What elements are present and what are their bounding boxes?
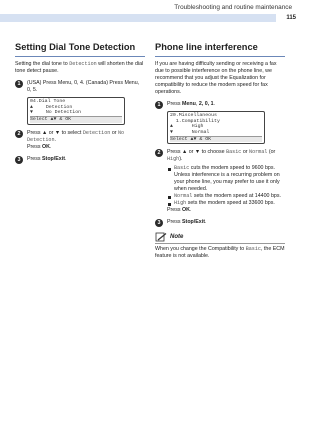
step-text: Press ▲ or ▼ to select Detection or No Detection. Press OK. [27,129,125,150]
interference-intro: If you are having difficulty sending or receiving a fax due to possible interference on the phone line, we recommend that you adjust the Equalization for compatibility to reduce the modem speed for fax operations. [155,61,277,95]
lcd-display [27,97,125,125]
section-heading-dial-tone: Setting Dial Tone Detection [15,42,145,57]
down-arrow-icon: ▼ [170,130,173,136]
step-2 [15,130,145,151]
lcd-footer: Select ▲▼ & OK [30,116,122,123]
step-text: (USA) Press Menu, 0, 4. (Canada) Press Menu, 0, 5. [27,80,140,93]
note-pencil-icon [155,232,167,242]
note-header [155,232,285,244]
step-number: 2 [155,149,163,157]
page-number: 115 [286,15,296,21]
step-number: 1 [15,80,23,88]
step-3 [15,156,145,163]
step-1 [155,101,285,144]
step-3 [155,219,285,226]
lcd-line: ▲ High [170,124,204,130]
note-text: When you change the Compatibility to Basic, the ECM feature is not available. [155,246,285,260]
lcd-line: ▼ No Detection [30,110,82,116]
step-text: Press Stop/Exit. [27,155,67,162]
chapter-title: Troubleshooting and routine maintenance [174,4,292,11]
lcd-footer: Select ▲▼ & OK [170,136,262,143]
step-text: Press ▲ or ▼ to choose Basic or Normal (or High). [167,149,276,163]
step-number: 1 [155,101,163,109]
right-column [155,42,285,260]
step-number: 3 [155,219,163,227]
step-number: 3 [15,156,23,164]
lcd-display [167,111,265,144]
up-arrow-icon: ▲ [30,104,33,110]
running-header [0,0,300,26]
list-item: Basic cuts the modem speed to 9600 bps. Unless interference is a recurring problem on your phone line, you may prefer to use it only when needed. [167,165,285,193]
list-item: Normal sets the modem speed at 14400 bps. [167,193,285,200]
note-label: Note [170,234,184,241]
step-text: Press Menu, 2, 0, 1. [167,101,216,107]
step-1 [15,80,145,125]
lcd-line: 20.Miscellaneous [170,113,217,118]
lcd-line: 1.Compatibility [170,118,220,124]
lcd-line: ▼ Normal [170,130,210,136]
note-box [155,232,285,260]
header-bar [0,14,300,22]
list-item: High sets the modem speed at 33600 bps. [167,200,285,207]
step-2 [155,149,285,214]
down-arrow-icon: ▼ [30,110,33,116]
dial-tone-intro: Setting the dial tone to Detection will shorten the dial tone detect pause. [15,61,144,74]
speed-options-list [167,165,285,207]
lcd-line: ▲ Detection [30,104,73,110]
section-heading-interference: Phone line interference [155,42,285,57]
up-arrow-icon: ▲ [170,124,173,130]
step-text: Press OK. [167,207,192,214]
step-number: 2 [15,130,23,138]
step-text: Press Stop/Exit. [167,219,207,226]
left-column [15,42,145,163]
lcd-line: 04.Dial Tone [30,99,66,104]
